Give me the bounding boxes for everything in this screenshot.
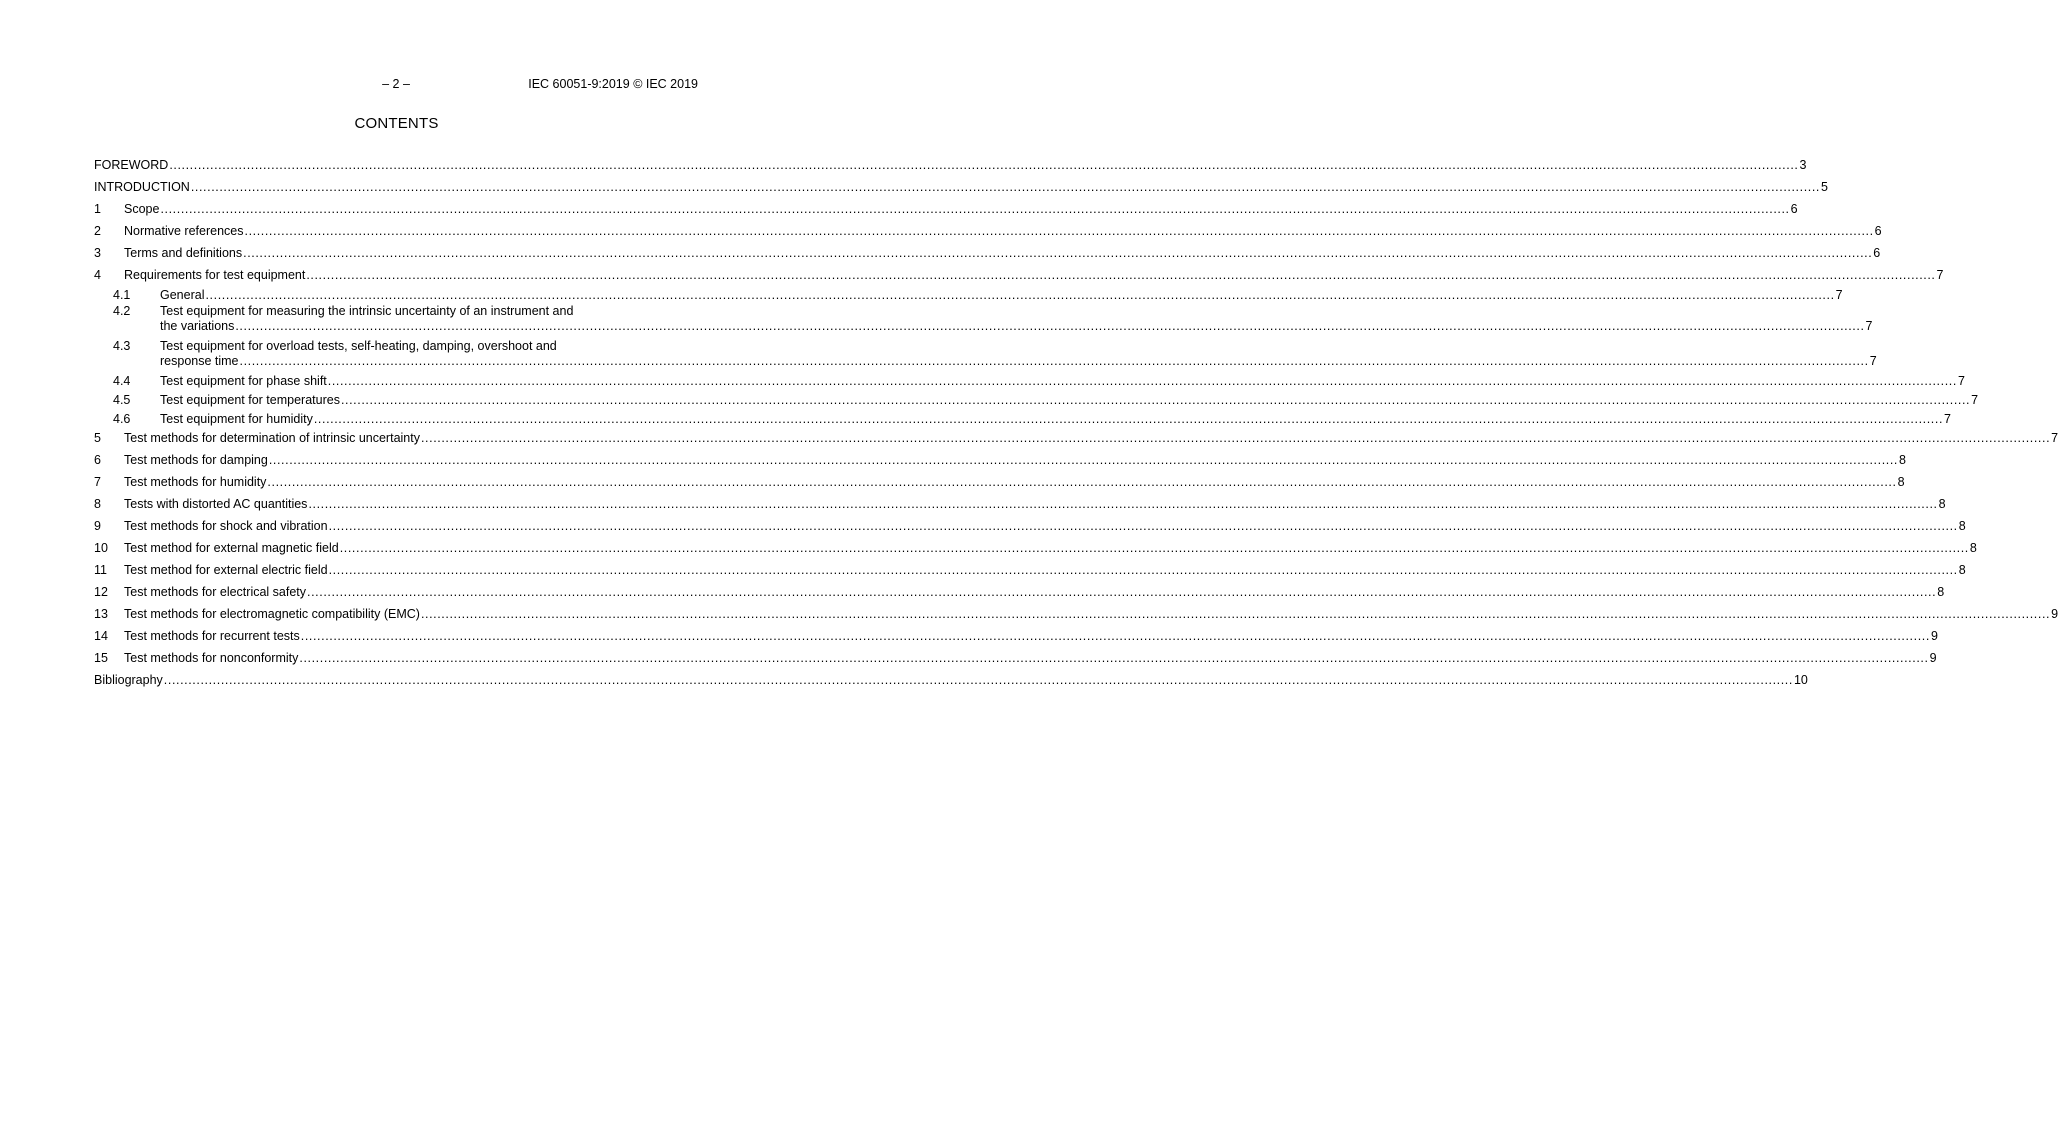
toc-entry-title: response time	[160, 354, 239, 368]
toc-entry-number: 7	[94, 475, 101, 489]
toc-leader-dots: ................................................................................................................................................................................................................................................................................................................................................................................................................	[328, 563, 1958, 577]
toc-entry-page: 8	[1938, 497, 1946, 511]
toc-entry-number: 4.3	[113, 339, 131, 353]
toc-leader-dots: ................................................................................................................................................................................................................................................................................................................................................................................................................	[300, 629, 1930, 643]
toc-entry-number: 11	[94, 563, 107, 577]
toc-entry-title: Requirements for test equipment	[124, 268, 306, 282]
toc-entry[interactable]	[94, 339, 1877, 369]
toc-entry[interactable]	[94, 180, 1828, 195]
toc-leader-dots: ................................................................................................................................................................................................................................................................................................................................................................................................................	[268, 453, 1898, 467]
toc-entry-title: Normative references	[124, 224, 244, 238]
toc-entry-page: 7	[1835, 288, 1843, 302]
toc-entry[interactable]	[94, 431, 2058, 446]
toc-leader-dots: ................................................................................................................................................................................................................................................................................................................................................................................................................	[163, 673, 1793, 687]
toc-entry-title: Terms and definitions	[124, 246, 243, 260]
toc-leader-dots: ................................................................................................................................................................................................................................................................................................................................................................................................................	[239, 354, 1869, 368]
toc-entry-title: Test methods for nonconformity	[124, 651, 299, 665]
toc-leader-dots: ................................................................................................................................................................................................................................................................................................................................................................................................................	[205, 288, 1835, 302]
toc-entry[interactable]	[94, 393, 1979, 408]
toc-entry-number: 10	[94, 541, 108, 555]
page-number: – 2 –	[382, 77, 410, 91]
toc-entry-title: Test equipment for phase shift	[160, 374, 327, 388]
toc-entry-page: 3	[1799, 158, 1807, 172]
toc-entry-title: Test methods for electrical safety	[124, 585, 307, 599]
toc-entry-number: 2	[94, 224, 101, 238]
toc-entry-page: 7	[1865, 319, 1873, 333]
toc-entry[interactable]	[94, 497, 1946, 512]
toc-entry-title: Test methods for damping	[124, 453, 268, 467]
toc-entry-number: 4.1	[113, 288, 131, 302]
toc-leader-dots: ................................................................................................................................................................................................................................................................................................................................................................................................................	[420, 607, 2051, 621]
toc-entry-number: 9	[94, 519, 101, 533]
toc-entry-page: 5	[1821, 180, 1828, 194]
toc-entry[interactable]	[94, 519, 1966, 534]
toc-entry-page: 6	[1873, 246, 1881, 260]
toc-entry-number: 15	[94, 651, 108, 665]
toc-leader-dots: ................................................................................................................................................................................................................................................................................................................................................................................................................	[339, 541, 1969, 555]
toc-entry-number: 4.6	[113, 412, 131, 426]
toc-entry[interactable]	[94, 563, 1966, 578]
toc-entry-number: 14	[94, 629, 108, 643]
page-title: CONTENTS	[354, 115, 439, 132]
toc-entry[interactable]	[94, 475, 1905, 490]
toc-entry[interactable]	[94, 541, 1977, 556]
toc-entry[interactable]	[94, 304, 1873, 334]
toc-entry-page: 8	[1969, 541, 1977, 555]
toc-entry-page: 8	[1937, 585, 1945, 599]
toc-entry[interactable]	[94, 374, 1965, 389]
toc-entry[interactable]	[94, 629, 1938, 644]
document-id: IEC 60051-9:2019 © IEC 2019	[528, 77, 698, 91]
toc-leader-dots: ................................................................................................................................................................................................................................................................................................................................................................................................................	[307, 585, 1937, 599]
toc-entry-number: 12	[94, 585, 108, 599]
toc-entry-page: 8	[1899, 453, 1906, 467]
toc-leader-dots: ................................................................................................................................................................................................................................................................................................................................................................................................................	[328, 519, 1958, 533]
toc-entry-title: Test methods for shock and vibration	[124, 519, 328, 533]
toc-entry-title: Test methods for recurrent tests	[124, 629, 300, 643]
toc-entry-page: 7	[1936, 268, 1944, 282]
toc-entry[interactable]	[94, 268, 1944, 283]
toc-entry-number: 4.2	[113, 304, 131, 318]
toc-entry-title: Test equipment for temperatures	[160, 393, 340, 407]
toc-entry-page: 7	[1944, 412, 1951, 426]
toc-entry-number: 13	[94, 607, 108, 621]
toc-leader-dots: ................................................................................................................................................................................................................................................................................................................................................................................................................	[267, 475, 1897, 489]
toc-entry-title-line1: Test equipment for measuring the intrinsic uncertainty of an instrument and	[160, 304, 574, 318]
toc-entry-title: Test methods for humidity	[124, 475, 267, 489]
toc-entry-number: 8	[94, 497, 101, 511]
toc-entry-title: Scope	[124, 202, 160, 216]
toc-entry[interactable]	[94, 453, 1906, 468]
toc-entry-title: Test equipment for humidity	[160, 412, 313, 426]
toc-leader-dots: ................................................................................................................................................................................................................................................................................................................................................................................................................	[190, 180, 1820, 194]
toc-leader-dots: ................................................................................................................................................................................................................................................................................................................................................................................................................	[306, 268, 1936, 282]
toc-entry-title: INTRODUCTION	[94, 180, 190, 194]
toc-leader-dots: ................................................................................................................................................................................................................................................................................................................................................................................................................	[235, 319, 1865, 333]
toc-entry-title: the variations	[160, 319, 235, 333]
toc-leader-dots: ................................................................................................................................................................................................................................................................................................................................................................................................................	[160, 202, 1790, 216]
toc-leader-dots: ................................................................................................................................................................................................................................................................................................................................................................................................................	[420, 431, 2051, 445]
toc-entry-title: Test method for external magnetic field	[124, 541, 339, 555]
toc-entry-title-line1: Test equipment for overload tests, self-heating, damping, overshoot and	[160, 339, 557, 353]
toc-entry[interactable]	[94, 224, 1882, 239]
toc-entry[interactable]	[94, 158, 1807, 173]
toc-entry-title: Test methods for electromagnetic compatibility (EMC)	[124, 607, 420, 621]
toc-entry-page: 10	[1793, 673, 1808, 687]
toc-entry-number: 1	[94, 202, 101, 216]
toc-entry[interactable]	[94, 607, 2058, 622]
toc-entry-title: Test method for external electric field	[124, 563, 328, 577]
toc-entry-number: 4.4	[113, 374, 131, 388]
toc-entry-page: 8	[1958, 563, 1966, 577]
toc-leader-dots: ................................................................................................................................................................................................................................................................................................................................................................................................................	[244, 224, 1874, 238]
toc-entry-title: FOREWORD	[94, 158, 169, 172]
toc-entry-page: 7	[2051, 431, 2058, 445]
toc-entry-title: Tests with distorted AC quantities	[124, 497, 308, 511]
toc-entry-number: 6	[94, 453, 101, 467]
toc-entry-page: 8	[1958, 519, 1966, 533]
toc-leader-dots: ................................................................................................................................................................................................................................................................................................................................................................................................................	[327, 374, 1957, 388]
toc-leader-dots: ................................................................................................................................................................................................................................................................................................................................................................................................................	[340, 393, 1971, 407]
toc-entry-page: 7	[1869, 354, 1877, 368]
toc-entry[interactable]	[94, 202, 1798, 217]
toc-entry-number: 4.5	[113, 393, 131, 407]
toc-entry-title: Test methods for determination of intrinsic uncertainty	[124, 431, 420, 445]
toc-leader-dots: ................................................................................................................................................................................................................................................................................................................................................................................................................	[313, 412, 1944, 426]
toc-leader-dots: ................................................................................................................................................................................................................................................................................................................................................................................................................	[169, 158, 1799, 172]
toc-entry-page: 7	[1971, 393, 1979, 407]
toc-entry-page: 6	[1874, 224, 1882, 238]
toc-entry-page: 7	[1957, 374, 1965, 388]
toc-entry-page: 9	[1930, 629, 1938, 643]
toc-leader-dots: ................................................................................................................................................................................................................................................................................................................................................................................................................	[299, 651, 1929, 665]
toc-entry-page: 9	[1929, 651, 1937, 665]
toc-leader-dots: ................................................................................................................................................................................................................................................................................................................................................................................................................	[308, 497, 1938, 511]
toc-entry-page: 9	[2051, 607, 2058, 621]
toc-entry-title: General	[160, 288, 205, 302]
toc-entry-number: 5	[94, 431, 101, 445]
toc-entry[interactable]	[94, 288, 1843, 303]
toc-entry-page: 6	[1790, 202, 1798, 216]
toc-entry-number: 3	[94, 246, 101, 260]
toc-entry[interactable]	[94, 246, 1881, 261]
toc-leader-dots: ................................................................................................................................................................................................................................................................................................................................................................................................................	[243, 246, 1873, 260]
toc-entry-page: 8	[1897, 475, 1905, 489]
toc-entry[interactable]	[94, 673, 1808, 688]
toc-entry-title: Bibliography	[94, 673, 163, 687]
toc-entry[interactable]	[94, 412, 1951, 427]
toc-entry[interactable]	[94, 585, 1945, 600]
toc-entry[interactable]	[94, 651, 1937, 666]
toc-entry-number: 4	[94, 268, 101, 282]
